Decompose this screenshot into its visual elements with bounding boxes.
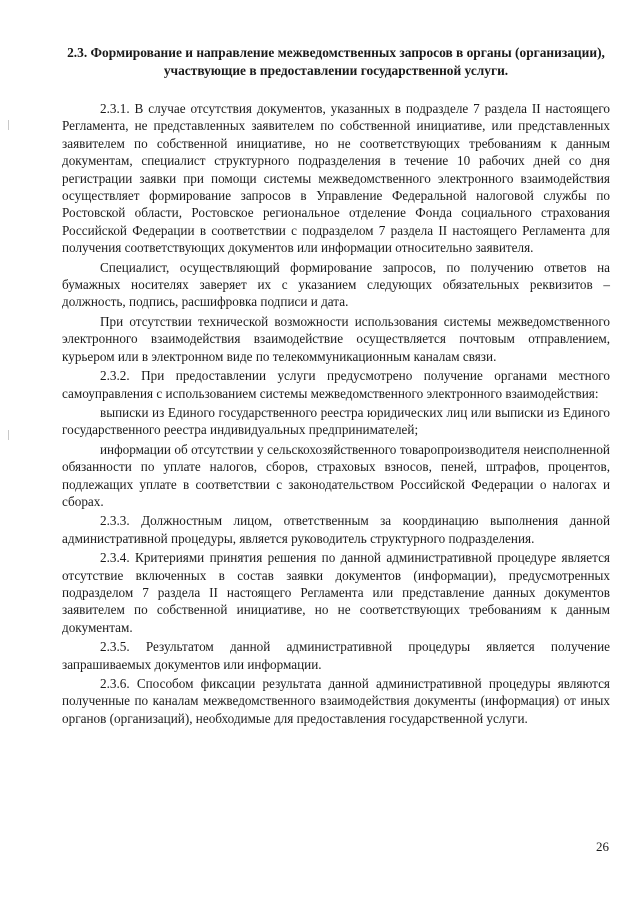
- document-body: [62, 100, 610, 729]
- paragraph-tax-info: информации об отсутствии у сельскохозяйственного товаропроизводителя неисполненной обязанности по уплате налогов, сборов, страховых взносов, пеней, штрафов, процентов, подлежащих уплате в соответствии с законодательством Российской Федерации о налогах и сборах.: [62, 441, 610, 509]
- paragraph-2-3-5: 2.3.5. Результатом данной административной процедуры является получение запрашиваемых документов или информации.: [62, 639, 610, 672]
- paragraph-no-technical-possibility: При отсутствии технической возможности использования системы межведомственного электронного взаимодействия взаимодействие осуществляется почтовым отправлением, курьером или в электронном виде по телекоммуникационным каналам связи.: [62, 313, 610, 364]
- section-heading: 2.3. Формирование и направление межведомственных запросов в органы (организации), участвующие в предоставлении государственной услуги.: [67, 45, 605, 78]
- scan-margin-mark: [8, 120, 9, 130]
- paragraph-specialist: Специалист, осуществляющий формирование запросов, по получению ответов на бумажных носителях заверяет их с указанием следующих обязательных реквизитов – должность, подпись, расшифровка подписи и дата.: [62, 259, 610, 310]
- paragraph-egrul-extract: выписки из Единого государственного реестра юридических лиц или выписки из Единого государственного реестра индивидуальных предпринимателей;: [62, 404, 610, 438]
- paragraph-2-3-1: 2.3.1. В случае отсутствия документов, указанных в подразделе 7 раздела II настоящего Регламента, не представленных заявителем по собственной инициативе, или представленных заявителем по собственной инициативе, но не соответствующих требованиям к данным документам, специалист структурного подразделения в течение 10 рабочих дней со дня регистрации заявки при помощи системы межведомственного электронного взаимодействия осуществляет формирование запросов в Управление Федеральной налоговой службы по Ростовской области, Ростовское региональное отделение Фонда социального страхования Российской Федерации в соответствии с подразделом 7 раздела II настоящего Регламента для получения соответствующих документов или информации относительно заявителя.: [62, 101, 610, 256]
- paragraph-2-3-2: 2.3.2. При предоставлении услуги предусмотрено получение органами местного самоуправления с использованием системы межведомственного электронного взаимодействия:: [62, 368, 610, 401]
- paragraph-2-3-6: 2.3.6. Способом фиксации результата данной административной процедуры являются полученные по каналам межведомственного взаимодействия документы (информация) от иных органов (организаций), необходимые для предоставления государственной услуги.: [62, 676, 610, 726]
- paragraph-2-3-3: 2.3.3. Должностным лицом, ответственным за координацию выполнения данной административной процедуры, является руководитель структурного подразделения.: [62, 513, 610, 546]
- page-number: 26: [596, 839, 609, 854]
- paragraph-2-3-4: 2.3.4. Критериями принятия решения по данной административной процедуре является отсутствие включенных в состав заявки документов (информации), предусмотренных подразделом 7 раздела II настоящего Регламента или представление данных документов заявителем по собственной инициативе, но не соответствующих требованиям к данным документам.: [62, 550, 610, 635]
- scan-margin-mark: [8, 430, 9, 440]
